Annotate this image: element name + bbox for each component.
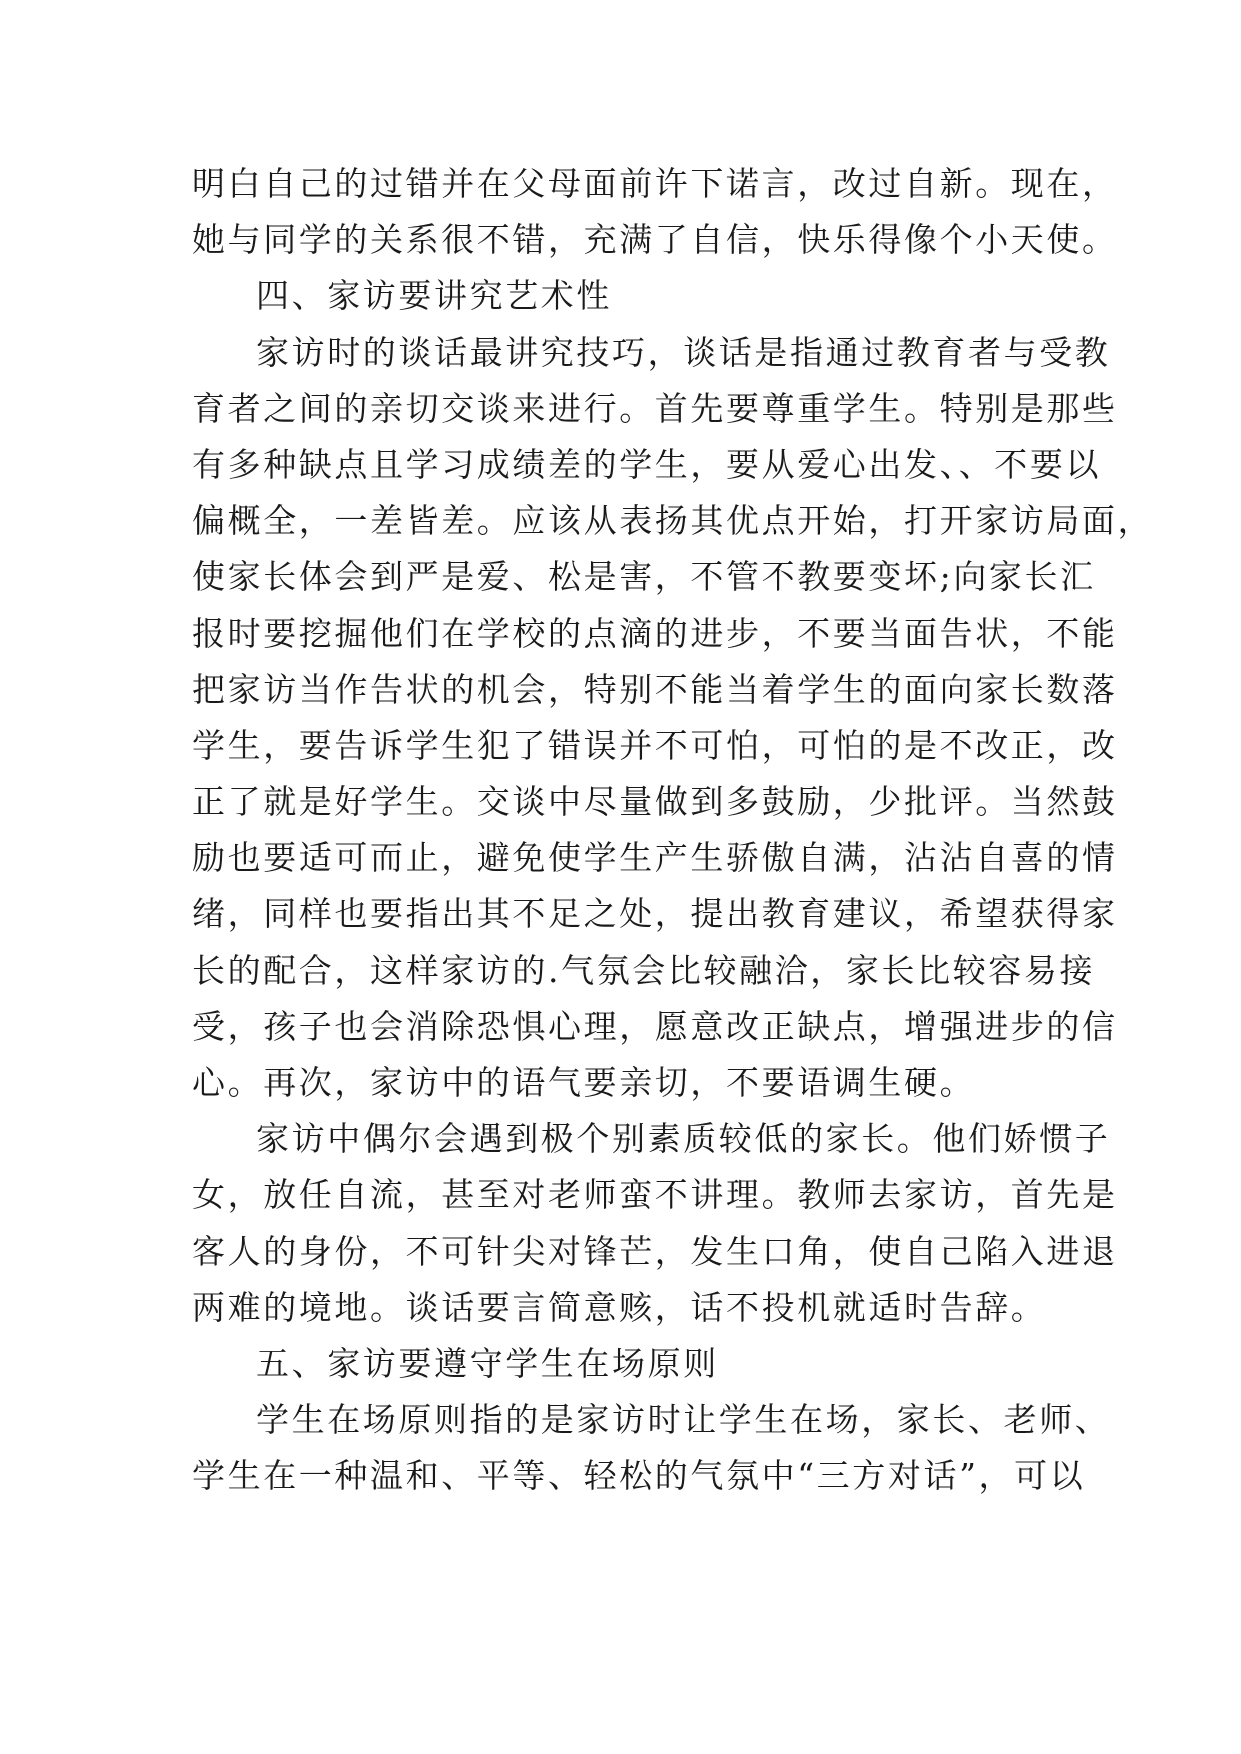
text-line: 两难的境地。谈话要言简意赅，话不投机就适时告辞。 [192,1287,1047,1327]
text-line: 学生在场原则指的是家访时让学生在场，家长、老师、 [256,1400,1111,1440]
text-line: 育者之间的亲切交谈来进行。首先要尊重学生。特别是那些 [192,388,1118,428]
text-line: 家访中偶尔会遇到极个别素质较低的家长。他们娇惯子 [256,1119,1111,1159]
text-line: 绪，同样也要指出其不足之处，提出教育建议，希望获得家 [192,894,1118,934]
text-line: 她与同学的关系很不错，充满了自信，快乐得像个小天使。 [192,220,1118,260]
text-line: 励也要适可而止，避免使学生产生骄傲自满，沾沾自喜的情 [192,838,1118,878]
text-line: 学生在一种温和、平等、轻松的气氛中“三方对话”，可以 [192,1456,1086,1496]
body-text [192,156,1154,1505]
text-line: 有多种缺点且学习成绩差的学生，要从爱心出发、、不要以 [192,444,1102,484]
text-line: 女，放任自流，甚至对老师蛮不讲理。教师去家访，首先是 [192,1175,1118,1215]
section-heading: 四、家访要讲究艺术性 [256,276,612,316]
text-line: 正了就是好学生。交谈中尽量做到多鼓励，少批评。当然鼓 [192,782,1118,822]
text-line: 报时要挖掘他们在学校的点滴的进步，不要当面告状，不能 [192,613,1118,653]
text-line: 明白自己的过错并在父母面前许下诺言，改过自新。现在， [192,164,1118,203]
text-line: 使家长体会到严是爱、松是害，不管不教要变坏;向家长汇 [192,557,1096,597]
text-line: 家访时的谈话最讲究技巧，谈话是指通过教育者与受教 [256,332,1111,372]
text-line: 把家访当作告状的机会，特别不能当着学生的面向家长数落 [192,669,1118,709]
text-line: 客人的身份，不可针尖对锋芒，发生口角，使自己陷入进退 [192,1231,1118,1271]
text-line: 长的配合，这样家访的.气氛会比较融洽，家长比较容易接 [192,950,1096,990]
text-line: 受，孩子也会消除恐惧心理，愿意改正缺点，增强进步的信 [192,1006,1118,1046]
text-line: 偏概全，一差皆差。应该从表扬其优点开始，打开家访局面， [192,501,1154,541]
section-heading: 五、家访要遵守学生在场原则 [256,1343,719,1383]
text-line: 心。再次，家访中的语气要亲切，不要语调生硬。 [192,1063,976,1102]
text-line: 学生，要告诉学生犯了错误并不可怕，可怕的是不改正，改 [192,725,1118,765]
